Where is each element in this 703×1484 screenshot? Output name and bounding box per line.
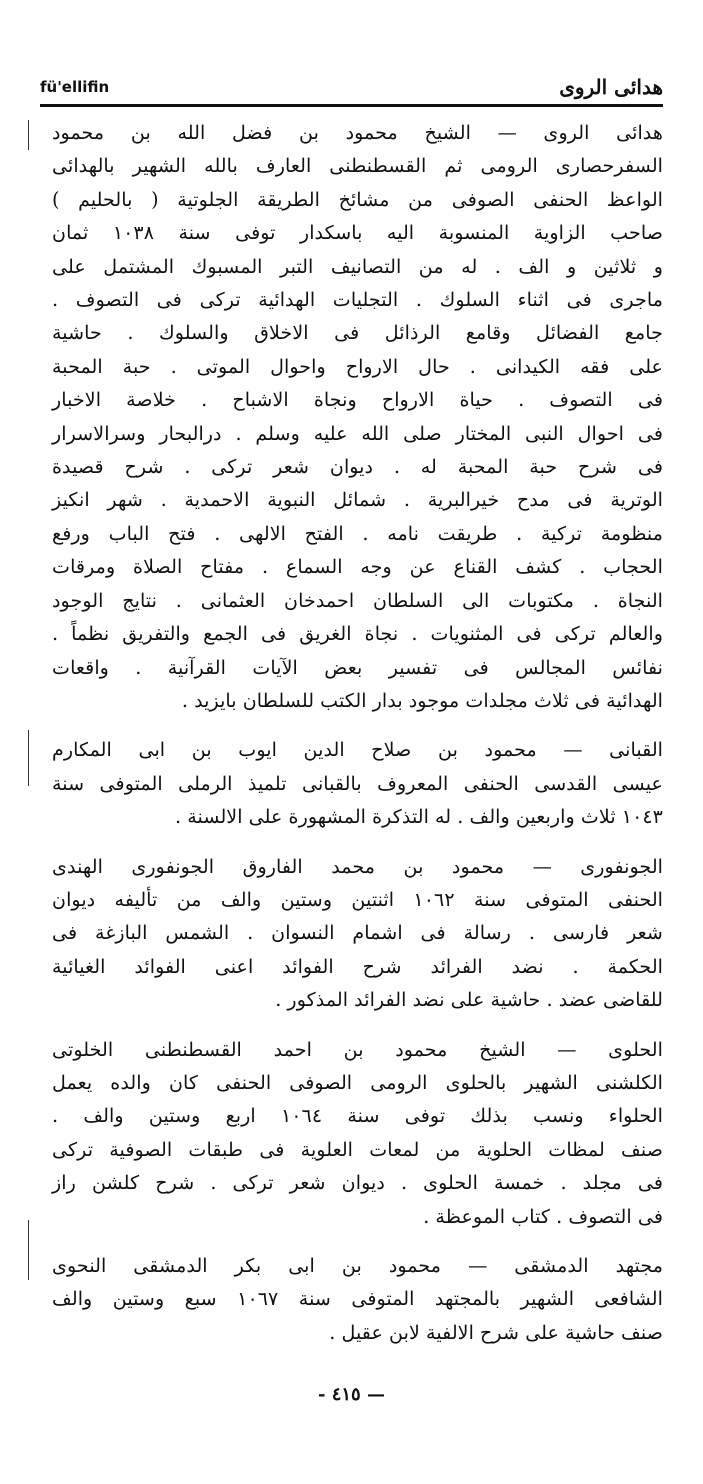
text-line: صاحب الزاوية المنسوبة اليه باسكدار توفى سنة ١٠٣٨ ثمان [52,221,663,245]
text-line: والعالم تركى فى المثنويات . نجاة الغريق فى الجمع والتفريق نظماً . [52,622,663,646]
text-line: فى التصوف . حياة الارواح ونجاة الاشباح . خلاصة الاخبار [52,388,663,412]
text-line: القبانى — محمود بن صلاح الدين ايوب بن ابى المكارم [52,738,663,762]
page-number: — ٤١٥ - [317,1384,386,1405]
margin-mark [28,1220,29,1280]
text-line: للقاضى عضد . حاشية على نضد الفرائد المذكور . [275,988,663,1012]
text-line: ماجرى فى اثناء السلوك . التجليات الهدائية تركى فى التصوف . [52,288,663,312]
text-line: فى احوال النبى المختار صلى الله عليه وسلم . درالبحار وسرالاسرار [52,421,663,445]
running-title: هدائى الروى [559,75,663,99]
text-line: السفرحصارى الرومى ثم القسطنطنى العارف بالله الشهير بالهدائى [52,154,663,178]
text-line: الحكمة . نضد الفرائد شرح الفوائد اعنى الفوائد الغيائية [52,954,663,978]
text-line: الحنفى المتوفى سنة ١٠٦٢ اثنتين وستين والف من تأليفه ديوان [52,887,664,911]
text-line: الحلوى — الشيخ محمود بن احمد القسطنطنى الخلوتى [52,1037,663,1061]
text-line: الشافعى الشهير بالمجتهد المتوفى سنة ١٠٦٧ سبع وستين والف [52,1287,663,1311]
text-line: منظومة تركية . طريقت نامه . الفتح الالهى . فتح الباب ورفع [52,521,663,545]
text-line: الهدائية فى ثلاث مجلدات موجود بدار الكتب للسلطان بايزيد . [181,688,663,712]
text-line: عيسى القدسى الحنفى المعروف بالقبانى تلميذ الرملى المتوفى سنة [52,771,663,795]
text-line: فى التصوف . كتاب الموعظة . [423,1204,663,1228]
biography-entry [52,733,663,833]
text-line: شعر فارسى . رسالة فى اشمام النسوان . الشمس البازغة فى [52,921,663,945]
text-line: الكلشنى الشهير بالحلوى الرومى الصوفى الحنفى كان والده يعمل [52,1070,663,1094]
biography-entry [52,116,663,717]
page-header [40,72,663,102]
text-line: نفائس المجالس فى تفسير بعض الآيات القرآنية . واقعات [52,655,663,679]
text-line: الحجاب . كشف القناع عن وجه السماع . مفتاح الصلاة ومرقات [52,555,663,579]
text-line: مجتهد الدمشقى — محمود بن ابى بكر الدمشقى النحوى [52,1254,663,1277]
text-line: على فقه الكيدانى . حال الارواح واحوال الموتى . حبة المحبة [52,354,663,378]
margin-mark [28,730,29,786]
biography-entry [52,1033,663,1233]
biography-entry [52,850,663,1017]
text-line: و ثلاثين و الف . له من التصانيف التبر المسبوك المشتمل على [52,254,663,278]
margin-mark [28,120,29,150]
biography-entry [52,1249,663,1349]
text-line: هدائى الروى — الشيخ محمود بن فضل الله بن محمود [52,121,663,144]
text-line: النجاة . مكتوبات الى السلطان احمدخان العثمانى . نتايج الوجود [52,588,663,612]
text-line: الواعظ الحنفى الصوفى من مشائخ الطريقة الجلوتية ( بالحليم ) [52,187,663,211]
text-line: ١٠٤٣ ثلاث واربعين والف . له التذكرة المشهورة على الالسنة . [175,805,663,829]
text-line: جامع الفضائل وقامع الرذائل فى الاخلاق والسلوك . حاشية [52,321,663,345]
text-line: صنف حاشية على شرح الالفية لابن عقيل . [329,1320,663,1344]
text-line: فى شرح حبة المحبة له . ديوان شعر تركى . شرح قصيدة [52,455,663,479]
header-rule [40,104,663,107]
text-line: الوترية فى مدح خيرالبرية . شمائل النبوية الاحمدية . شهر انكيز [52,488,663,512]
text-line: صنف لمظات الحلوية من لمعات العلوية فى طبقات الصوفية تركى [52,1137,663,1161]
text-line: فى مجلد . خمسة الحلوى . ديوان شعر تركى . شرح كلشن راز [52,1171,663,1195]
text-line: الحلواء ونسب بذلك توفى سنة ١٠٦٤ اربع وستين والف . [52,1104,663,1128]
main-text [52,116,663,1365]
text-line: الجونفورى — محمود بن محمد الفاروق الجونفورى الهندى [52,854,663,878]
header-left-text: fü'ellifin [40,78,110,96]
